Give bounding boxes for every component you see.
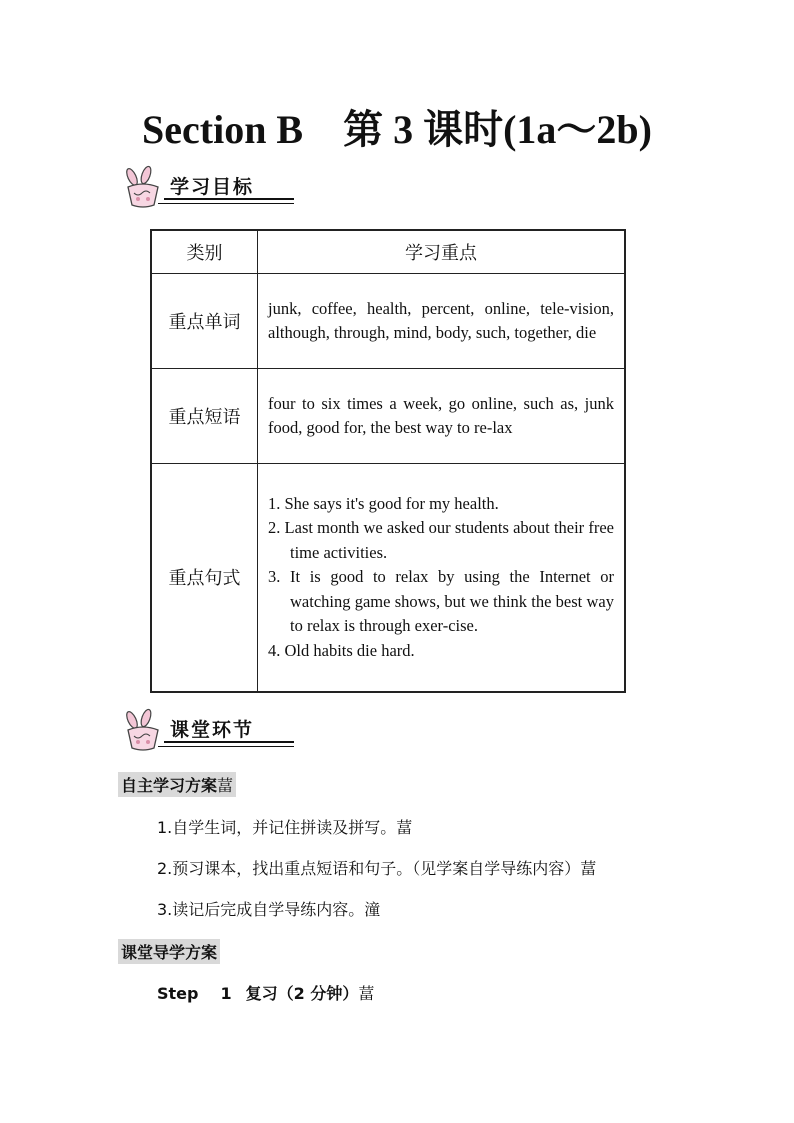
table-row xyxy=(151,464,625,692)
category-cell: 重点短语 xyxy=(151,369,258,464)
banner-rule xyxy=(158,746,294,747)
step-line xyxy=(157,981,374,1004)
self-study-heading xyxy=(118,772,236,797)
table-header-row xyxy=(151,230,625,274)
sentence-item: 2. Last month we asked our students about their free time activities. xyxy=(268,518,614,562)
banner-rule xyxy=(164,741,294,743)
column-header-focus: 学习重点 xyxy=(258,230,626,274)
content-cell: junk, coffee, health, percent, online, tele-vision, although, through, mind, body, such, together, die xyxy=(258,274,626,369)
category-cell: 重点句式 xyxy=(151,464,258,692)
step-label: Step xyxy=(157,984,199,1003)
list-item xyxy=(157,856,596,879)
content-cell: four to six times a week, go online, such as, junk food, good for, the best way to re-lax xyxy=(258,369,626,464)
flower-pot-icon xyxy=(118,165,168,213)
category-cell: 重点单词 xyxy=(151,274,258,369)
flower-pot-icon xyxy=(118,708,168,756)
banner-learning-goals xyxy=(118,165,294,213)
list-item xyxy=(157,897,380,920)
sentence-item: 1. She says it's good for my health. xyxy=(268,493,499,513)
list-item xyxy=(157,815,412,838)
heading-mark: 葍 xyxy=(217,776,234,795)
table-row xyxy=(151,274,625,369)
table-row xyxy=(151,369,625,464)
class-guide-heading: 课堂导学方案 xyxy=(118,939,220,964)
learning-goals-table xyxy=(150,229,626,693)
item-mark: 葍 xyxy=(580,859,597,878)
item-text: 1.自学生词，并记住拼读及拼写。 xyxy=(157,818,397,837)
item-mark: 葍 xyxy=(396,818,413,837)
item-mark: 潼 xyxy=(364,900,381,919)
step-text: 复习（2 分钟） xyxy=(245,984,359,1003)
sentence-item: 3. It is good to relax by using the Internet or watching game shows, but we think the best way to relax is through exer-cise. xyxy=(268,567,614,635)
item-text: 2.预习课本，找出重点短语和句子。（见学案自学导练内容） xyxy=(157,859,581,878)
column-header-category: 类别 xyxy=(151,230,258,274)
step-mark: 葍 xyxy=(358,984,375,1003)
banner-rule xyxy=(158,203,294,204)
banner-label: 学习目标 xyxy=(170,176,255,198)
heading-text: 自主学习方案 xyxy=(121,776,218,795)
content-cell xyxy=(258,464,626,692)
sentence-item: 4. Old habits die hard. xyxy=(268,640,415,660)
page-title: Section B 第 3 课时(1a～2b) xyxy=(142,107,652,152)
banner-label: 课堂环节 xyxy=(170,719,255,741)
step-number: 1 xyxy=(220,984,232,1003)
banner-rule xyxy=(164,198,294,200)
item-text: 3.读记后完成自学导练内容。 xyxy=(157,900,365,919)
banner-class-process xyxy=(118,708,294,756)
